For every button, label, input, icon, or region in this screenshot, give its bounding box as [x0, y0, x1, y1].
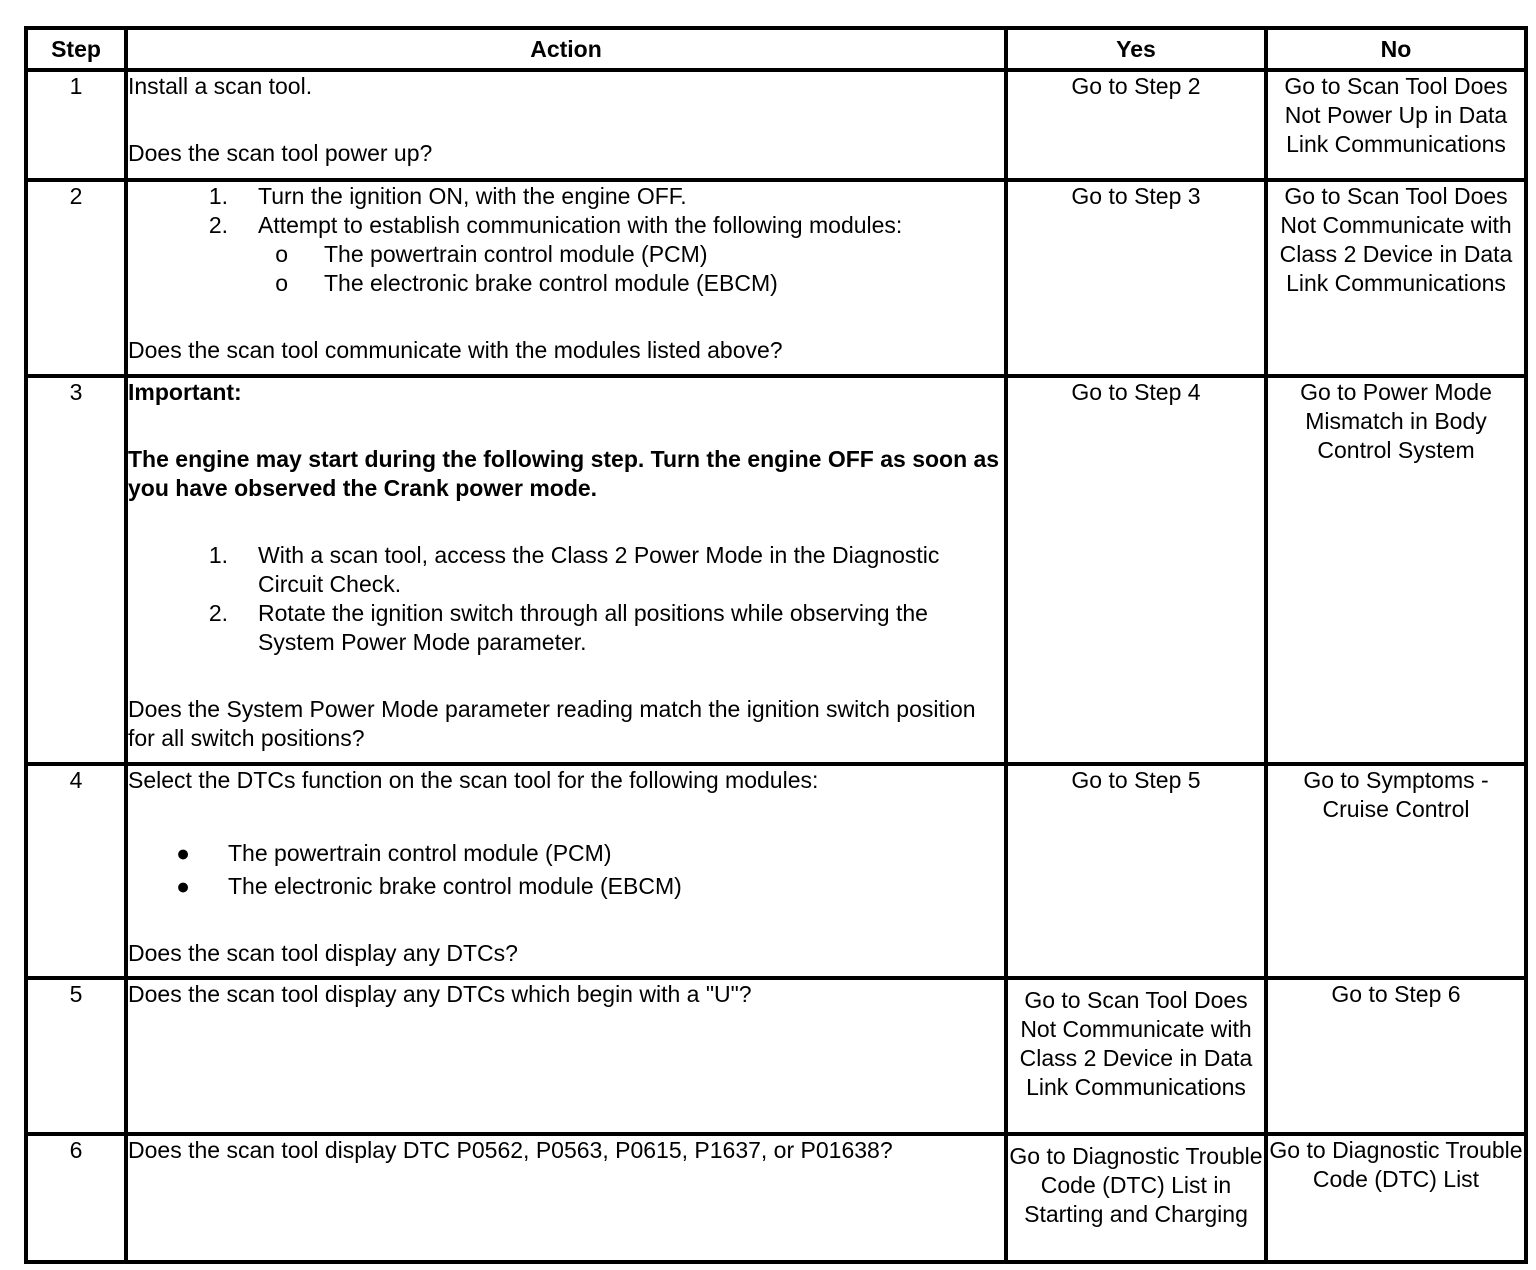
yes-cell: Go to Step 3	[1006, 180, 1266, 376]
step-number: 5	[26, 978, 126, 1134]
action-question: Does the scan tool display any DTCs?	[128, 940, 518, 966]
header-yes: Yes	[1006, 28, 1266, 70]
bullet-dot: ●	[176, 873, 190, 899]
action-cell	[126, 376, 1006, 764]
yes-cell: Go to Step 4	[1006, 376, 1266, 764]
list-number: 1.	[208, 183, 228, 209]
table-row	[26, 180, 1526, 376]
header-no: No	[1266, 28, 1526, 70]
no-cell: Go to Power Mode Mismatch in Body Control System	[1266, 376, 1526, 764]
list-number: 2.	[208, 600, 228, 626]
no-cell: Go to Diagnostic Trouble Code (DTC) List	[1266, 1134, 1526, 1262]
circle-bullet: o	[275, 241, 288, 267]
no-cell: Go to Scan Tool Does Not Power Up in Data Link Communications	[1266, 70, 1526, 180]
bullet-dot: ●	[176, 840, 190, 866]
bullet-text: The powertrain control module (PCM)	[228, 840, 612, 866]
important-label: Important:	[128, 379, 242, 405]
no-cell: Go to Step 6	[1266, 978, 1526, 1134]
list-number: 1.	[208, 542, 228, 568]
table-row	[26, 764, 1526, 978]
action-cell	[126, 180, 1006, 376]
list-item	[128, 182, 1004, 211]
action-question: Does the System Power Mode parameter reading match the ignition switch position for all switch positions?	[128, 696, 976, 751]
table-row	[26, 1134, 1526, 1262]
list-number: 2.	[208, 212, 228, 238]
sub-list-item	[128, 269, 1004, 298]
action-intro: Install a scan tool.	[128, 73, 313, 99]
important-text: The engine may start during the following step. Turn the engine OFF as soon as you have observed the Crank power mode.	[128, 446, 1000, 501]
action-question: Does the scan tool power up?	[128, 140, 433, 166]
action-cell	[126, 1134, 1006, 1262]
header-step: Step	[26, 28, 126, 70]
no-cell: Go to Scan Tool Does Not Communicate with Class 2 Device in Data Link Communications	[1266, 180, 1526, 376]
list-text: Turn the ignition ON, with the engine OFF.	[258, 183, 687, 209]
circle-bullet: o	[275, 270, 288, 296]
step-number: 2	[26, 180, 126, 376]
action-cell	[126, 978, 1006, 1134]
table-row	[26, 70, 1526, 180]
bullet-item	[128, 872, 1004, 901]
step-number: 1	[26, 70, 126, 180]
table-row	[26, 376, 1526, 764]
diagnostic-table	[24, 26, 1528, 1264]
header-action: Action	[126, 28, 1006, 70]
step-number: 3	[26, 376, 126, 764]
action-cell	[126, 70, 1006, 180]
no-cell: Go to Symptoms - Cruise Control	[1266, 764, 1526, 978]
step-number: 4	[26, 764, 126, 978]
table-row	[26, 978, 1526, 1134]
list-text: With a scan tool, access the Class 2 Power Mode in the Diagnostic Circuit Check.	[258, 542, 940, 597]
sub-list-item	[128, 240, 1004, 269]
yes-cell: Go to Step 5	[1006, 764, 1266, 978]
list-item	[128, 599, 1004, 657]
sub-list-text: The electronic brake control module (EBCM)	[324, 270, 778, 296]
action-question: Does the scan tool communicate with the modules listed above?	[128, 337, 783, 363]
action-cell	[126, 764, 1006, 978]
list-text: Rotate the ignition switch through all positions while observing the System Power Mode parameter.	[258, 600, 928, 655]
action-question: Does the scan tool display DTC P0562, P0563, P0615, P1637, or P01638?	[128, 1137, 893, 1163]
list-item	[128, 211, 1004, 240]
action-intro: Select the DTCs function on the scan tool for the following modules:	[128, 767, 819, 793]
yes-cell: Go to Step 2	[1006, 70, 1266, 180]
yes-cell: Go to Diagnostic Trouble Code (DTC) List in Starting and Charging	[1006, 1134, 1266, 1262]
list-item	[128, 541, 1004, 599]
action-question: Does the scan tool display any DTCs which begin with a "U"?	[128, 981, 752, 1007]
yes-cell: Go to Scan Tool Does Not Communicate with Class 2 Device in Data Link Communications	[1006, 978, 1266, 1134]
list-text: Attempt to establish communication with the following modules:	[258, 212, 903, 238]
bullet-item	[128, 839, 1004, 868]
bullet-text: The electronic brake control module (EBCM)	[228, 873, 682, 899]
header-row	[26, 28, 1526, 70]
sub-list-text: The powertrain control module (PCM)	[324, 241, 708, 267]
step-number: 6	[26, 1134, 126, 1262]
